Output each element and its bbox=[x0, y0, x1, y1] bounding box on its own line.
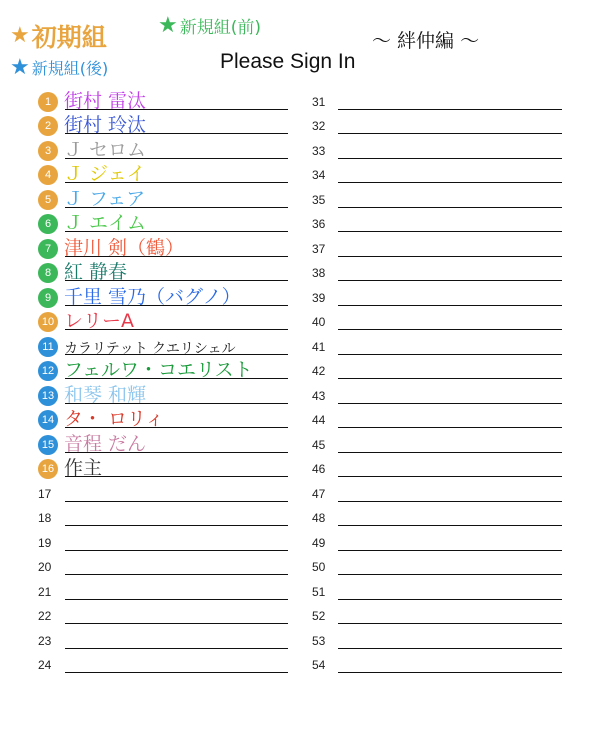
signature-line[interactable] bbox=[338, 427, 562, 428]
signin-row bbox=[38, 90, 288, 115]
signin-row bbox=[38, 384, 288, 409]
signature-line[interactable] bbox=[65, 648, 288, 649]
signin-row bbox=[38, 482, 288, 507]
signature-line[interactable] bbox=[338, 599, 562, 600]
signed-name: 和琴 和輝 bbox=[64, 383, 147, 406]
row-number: 46 bbox=[312, 462, 326, 476]
row-number: 22 bbox=[38, 609, 52, 623]
row-number-badge: 10 bbox=[38, 312, 58, 332]
row-number: 53 bbox=[312, 633, 326, 648]
signature-line[interactable] bbox=[338, 403, 562, 404]
signin-row bbox=[38, 115, 288, 140]
signature-line[interactable] bbox=[65, 623, 288, 624]
legend-initial bbox=[10, 18, 107, 54]
signature-line[interactable] bbox=[338, 452, 562, 453]
row-number-badge: 3 bbox=[38, 141, 58, 161]
signin-row bbox=[38, 286, 288, 311]
legend-new-front-label: 新規組(前) bbox=[179, 18, 261, 38]
signature-line[interactable] bbox=[65, 525, 288, 526]
signin-row bbox=[38, 605, 288, 630]
signin-row bbox=[310, 531, 562, 556]
signin-row bbox=[310, 115, 562, 140]
signature-line[interactable] bbox=[338, 672, 562, 673]
signed-name: 街村 玲汰 bbox=[64, 114, 147, 136]
row-number-badge: 9 bbox=[38, 288, 58, 308]
signature-line[interactable] bbox=[338, 623, 562, 624]
signature-line[interactable] bbox=[338, 305, 562, 306]
row-number-badge: 7 bbox=[38, 239, 58, 259]
signed-name: Ｊ フェア bbox=[64, 187, 146, 210]
signin-row bbox=[38, 654, 288, 679]
row-number: 17 bbox=[38, 486, 52, 501]
row-number: 47 bbox=[312, 486, 326, 501]
signin-row bbox=[38, 507, 288, 532]
signed-name: 千里 雪乃（バグノ） bbox=[64, 285, 241, 308]
row-number: 48 bbox=[312, 511, 326, 525]
signed-name: カラリテット クエリシェル bbox=[64, 340, 236, 357]
signin-column-right bbox=[310, 90, 562, 678]
signin-row bbox=[38, 360, 288, 385]
row-number: 34 bbox=[312, 168, 326, 182]
signature-line[interactable] bbox=[338, 280, 562, 281]
signature-line[interactable] bbox=[338, 109, 562, 110]
signin-row bbox=[310, 580, 562, 605]
signin-row bbox=[310, 286, 562, 311]
star-icon: ★ bbox=[158, 12, 178, 38]
signin-row bbox=[310, 654, 562, 679]
signed-name: タ・ ロリィ bbox=[64, 408, 165, 430]
signin-column-left bbox=[38, 90, 288, 678]
signed-name: フェルワ・コエリスト bbox=[64, 359, 253, 381]
row-number: 18 bbox=[38, 511, 52, 525]
signature-line[interactable] bbox=[338, 231, 562, 232]
row-number-badge: 12 bbox=[38, 361, 58, 381]
row-number: 32 bbox=[312, 119, 326, 133]
row-number: 40 bbox=[312, 315, 326, 329]
legend-new-back bbox=[10, 56, 108, 79]
signin-row bbox=[310, 90, 562, 115]
row-number-badge: 15 bbox=[38, 435, 58, 455]
signature-line[interactable] bbox=[338, 133, 562, 134]
row-number-badge: 1 bbox=[38, 92, 58, 112]
star-icon: ★ bbox=[10, 54, 30, 80]
signature-line[interactable] bbox=[338, 574, 562, 575]
row-number: 45 bbox=[312, 437, 326, 452]
signin-row bbox=[38, 262, 288, 287]
row-number: 37 bbox=[312, 241, 326, 256]
row-number: 52 bbox=[312, 609, 326, 623]
row-number: 50 bbox=[312, 560, 326, 574]
signed-name: 津川 剣（鶴） bbox=[64, 236, 185, 259]
signature-line[interactable] bbox=[338, 648, 562, 649]
signed-name: 作主 bbox=[64, 457, 103, 479]
row-number-badge: 16 bbox=[38, 459, 58, 479]
row-number-badge: 2 bbox=[38, 116, 58, 136]
signin-row bbox=[310, 188, 562, 213]
signin-row bbox=[310, 556, 562, 581]
row-number: 38 bbox=[312, 266, 326, 280]
legend-new-back-label: 新規組(後) bbox=[31, 59, 109, 78]
row-number: 35 bbox=[312, 192, 326, 207]
signin-row bbox=[38, 237, 288, 262]
signature-line[interactable] bbox=[338, 378, 562, 379]
signature-line[interactable] bbox=[338, 329, 562, 330]
row-number-badge: 13 bbox=[38, 386, 58, 406]
row-number: 39 bbox=[312, 290, 326, 305]
row-number: 21 bbox=[38, 584, 52, 599]
signin-row bbox=[310, 433, 562, 458]
row-number: 19 bbox=[38, 535, 52, 550]
signin-row bbox=[38, 409, 288, 434]
signature-line[interactable] bbox=[65, 672, 288, 673]
row-number-badge: 11 bbox=[38, 337, 58, 357]
signed-name: Ｊ ジェイ bbox=[64, 163, 146, 185]
signin-row bbox=[310, 360, 562, 385]
signin-row bbox=[38, 556, 288, 581]
row-number-badge: 8 bbox=[38, 263, 58, 283]
signed-name: Ｊ エイム bbox=[64, 212, 147, 234]
signed-name: Ｊ セロム bbox=[64, 138, 147, 161]
signed-name: 街村 雷汰 bbox=[64, 89, 147, 112]
signature-line[interactable] bbox=[338, 550, 562, 551]
signin-row bbox=[310, 262, 562, 287]
legend-new-front bbox=[158, 13, 261, 38]
signin-row bbox=[38, 458, 288, 483]
signin-row bbox=[38, 311, 288, 336]
row-number: 31 bbox=[312, 94, 326, 109]
signature-line[interactable] bbox=[65, 574, 288, 575]
signed-name: 紅 静春 bbox=[64, 261, 128, 283]
page-title: Please Sign In bbox=[220, 50, 356, 73]
signin-row bbox=[310, 458, 562, 483]
signin-row bbox=[38, 213, 288, 238]
signin-row bbox=[310, 164, 562, 189]
signed-name: 音程 だん bbox=[64, 432, 147, 455]
legend-initial-label: 初期組 bbox=[31, 23, 107, 52]
signin-row bbox=[310, 311, 562, 336]
signin-row bbox=[310, 335, 562, 360]
row-number-badge: 5 bbox=[38, 190, 58, 210]
row-number-badge: 4 bbox=[38, 165, 58, 185]
signature-line[interactable] bbox=[338, 354, 562, 355]
signin-row bbox=[38, 188, 288, 213]
signin-row bbox=[310, 139, 562, 164]
signin-row bbox=[38, 139, 288, 164]
row-number: 43 bbox=[312, 388, 326, 403]
signin-row bbox=[38, 433, 288, 458]
row-number-badge: 14 bbox=[38, 410, 58, 430]
signature-line[interactable] bbox=[65, 501, 288, 502]
row-number: 23 bbox=[38, 633, 52, 648]
row-number: 36 bbox=[312, 217, 326, 231]
row-number: 41 bbox=[312, 339, 326, 354]
signed-name: レリーA bbox=[64, 310, 134, 332]
signature-line[interactable] bbox=[338, 476, 562, 477]
row-number: 42 bbox=[312, 364, 326, 378]
star-icon: ★ bbox=[10, 23, 30, 48]
signature-line[interactable] bbox=[338, 525, 562, 526]
signin-row bbox=[310, 629, 562, 654]
signin-row bbox=[38, 531, 288, 556]
row-number: 49 bbox=[312, 535, 326, 550]
signin-row bbox=[310, 213, 562, 238]
signature-line[interactable] bbox=[65, 599, 288, 600]
signature-line[interactable] bbox=[338, 501, 562, 502]
signin-row bbox=[38, 580, 288, 605]
signin-row bbox=[38, 629, 288, 654]
signin-row bbox=[38, 335, 288, 360]
signin-row bbox=[310, 237, 562, 262]
signin-row bbox=[310, 384, 562, 409]
row-number: 24 bbox=[38, 658, 52, 672]
signature-line[interactable] bbox=[338, 256, 562, 257]
signature-line[interactable] bbox=[338, 207, 562, 208]
signin-row bbox=[310, 482, 562, 507]
signature-line[interactable] bbox=[338, 182, 562, 183]
signature-line[interactable] bbox=[338, 158, 562, 159]
row-number: 20 bbox=[38, 560, 52, 574]
row-number: 33 bbox=[312, 143, 326, 158]
row-number-badge: 6 bbox=[38, 214, 58, 234]
signin-row bbox=[310, 507, 562, 532]
signin-row bbox=[38, 164, 288, 189]
series-title: ～ 絆仲編 ～ bbox=[372, 30, 480, 52]
signature-line[interactable] bbox=[65, 550, 288, 551]
row-number: 54 bbox=[312, 658, 326, 672]
row-number: 51 bbox=[312, 584, 326, 599]
signin-row bbox=[310, 409, 562, 434]
row-number: 44 bbox=[312, 413, 326, 427]
signin-row bbox=[310, 605, 562, 630]
